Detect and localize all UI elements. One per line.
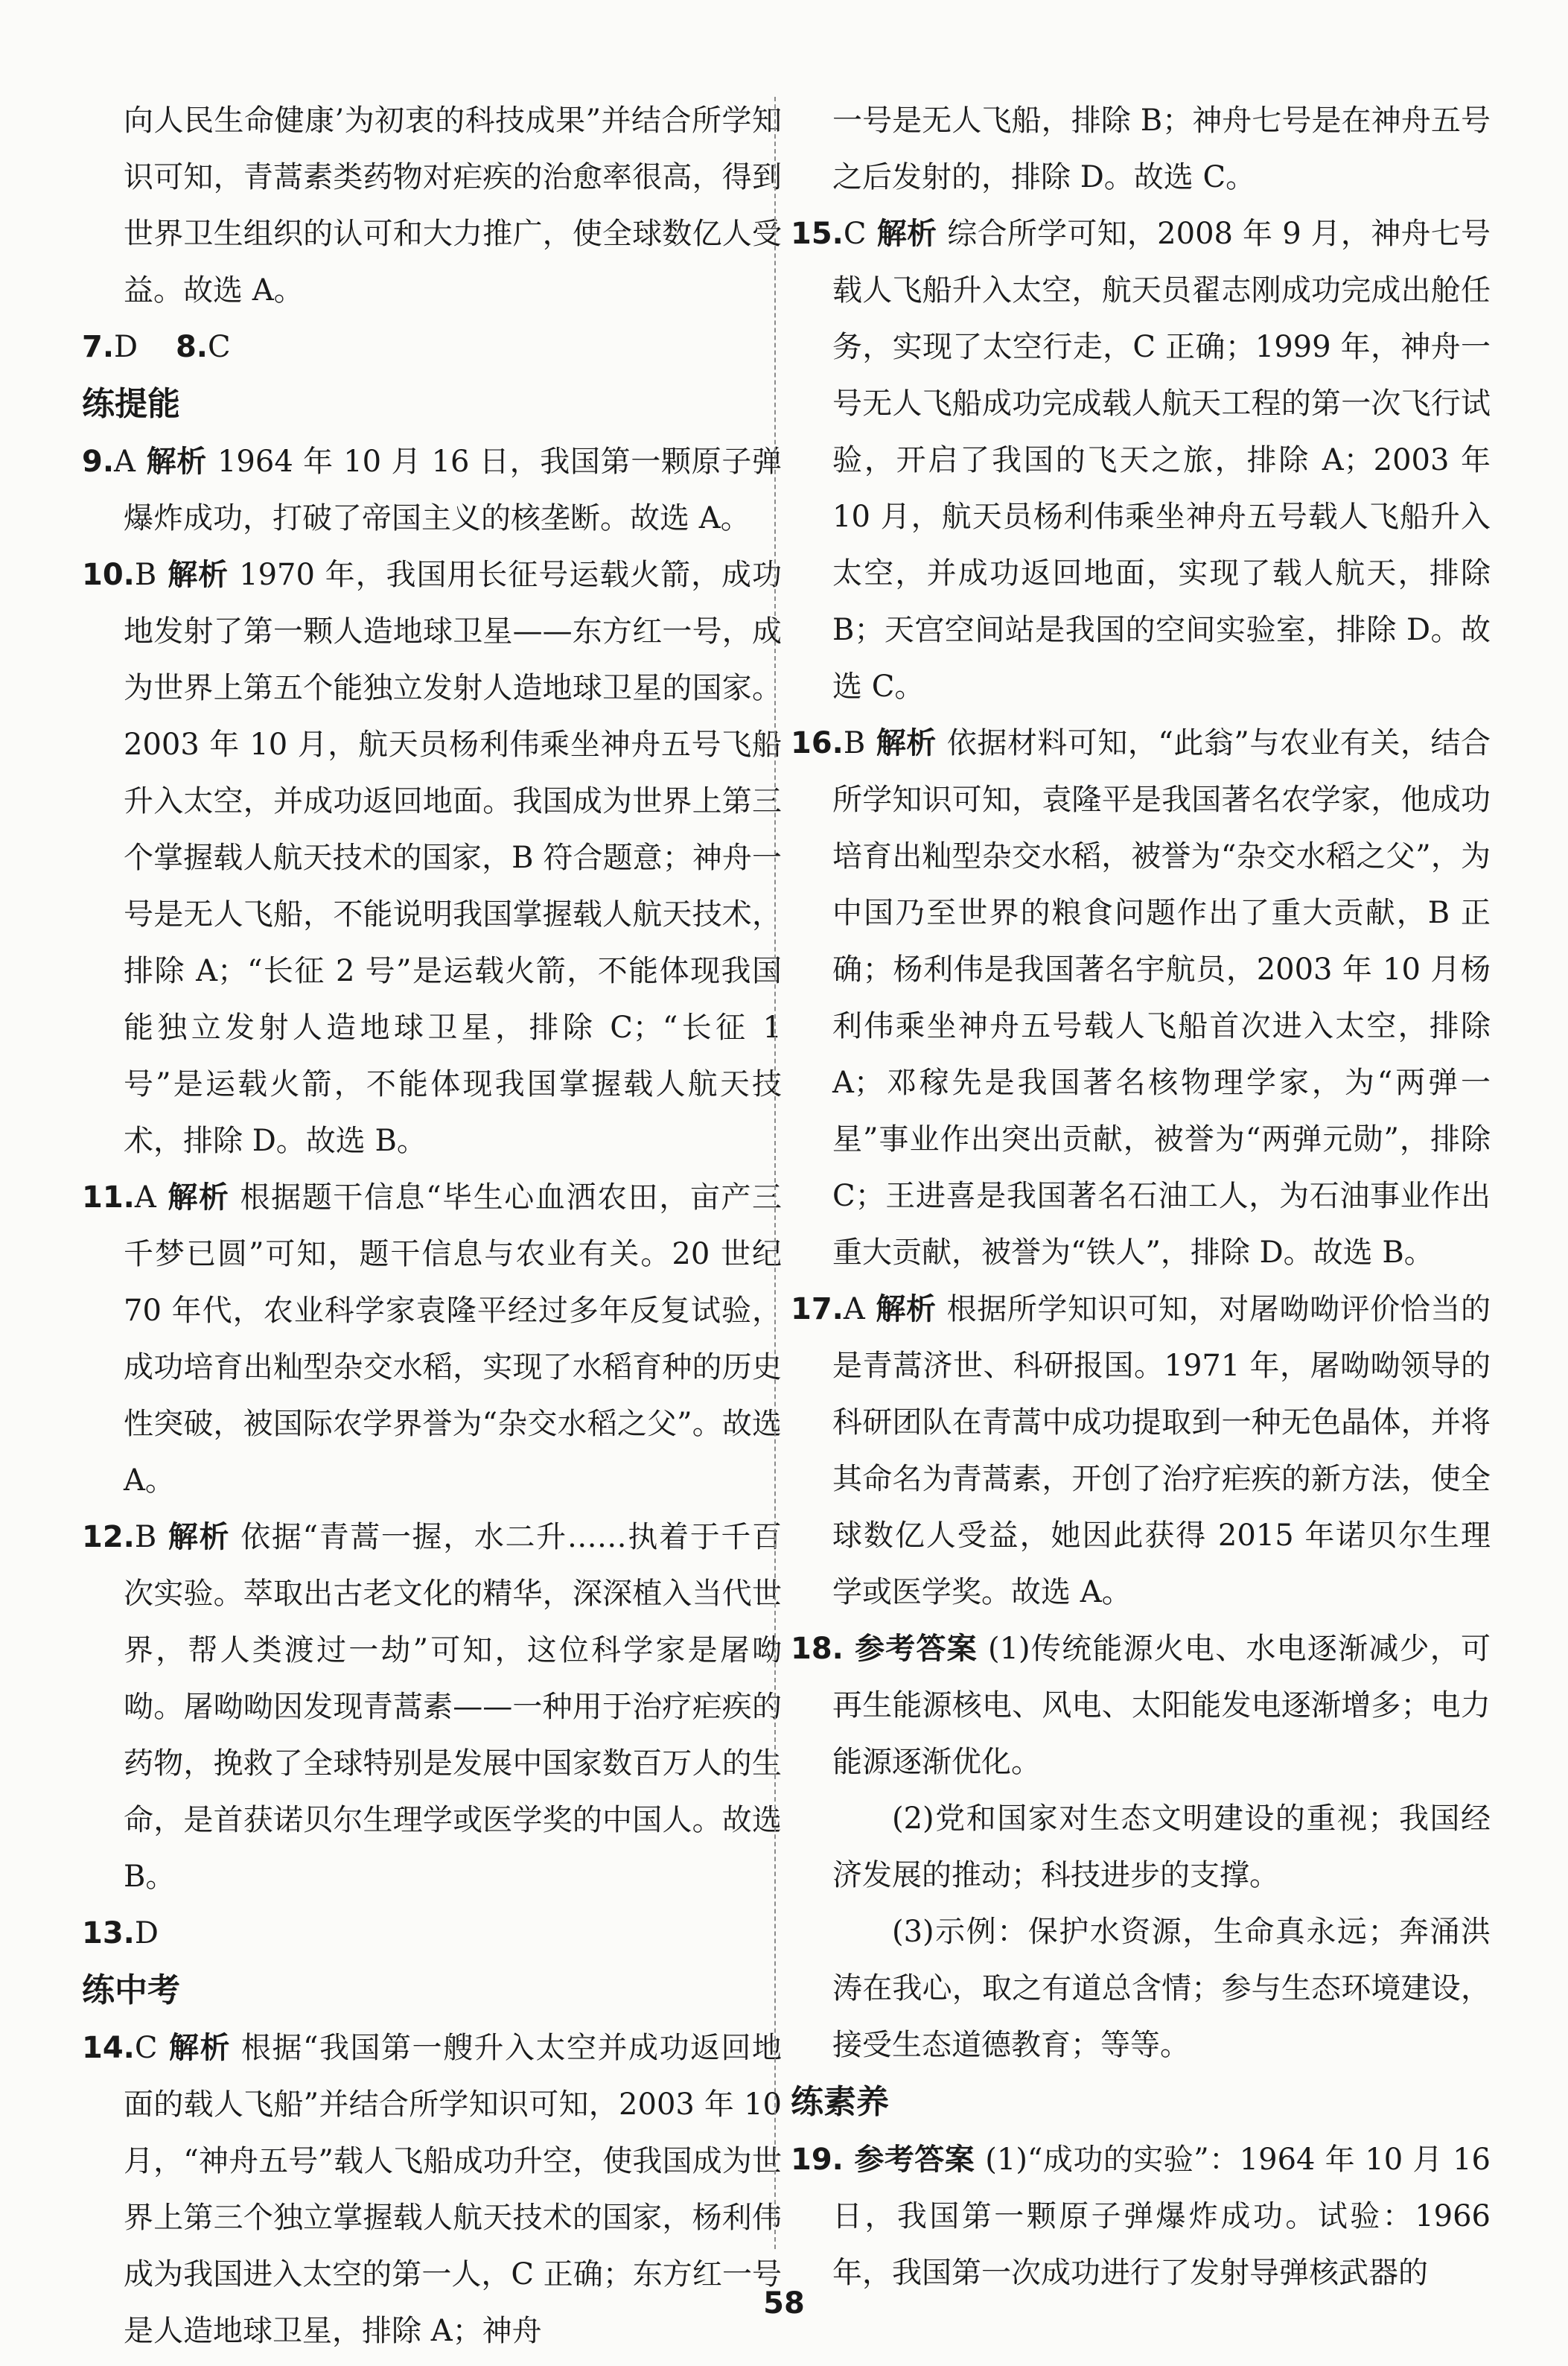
q18-answer-part2: (2)党和国家对生态文明建设的重视；我国经济发展的推动；科技进步的支撑。 (832, 1801, 1491, 1892)
q18-answer-part1: 18. 参考答案 (1)传统能源火电、水电逐渐减少，可再生能源核电、风电、太阳能发电逐渐增多；电力能源逐渐优化。 (791, 1632, 1491, 1779)
q17-answer: 17.A 解析 根据所学知识可知，对屠呦呦评价恰当的是青蒿济世、科研报国。1971 年，屠呦呦领导的科研团队在青蒿中成功提取到一种无色晶体，并将其命名为青蒿素，开创了治疗疟疾的新方法，使全球数亿人受益，她因此获得 2015 年诺贝尔生理学或医学奖。故选 A。 (791, 1292, 1491, 1609)
section-heading-practice-ability: 练提能 (82, 385, 180, 423)
q6-continuation: 向人民生命健康’为初衷的科技成果”并结合所学知识可知，青蒿素类药物对疟疾的治愈率很高，得到世界卫生组织的认可和大力推广，使全球数亿人受益。故选 A。 (124, 104, 782, 308)
q9-answer: 9.A 解析 1964 年 10 月 16 日，我国第一颗原子弹爆炸成功，打破了帝国主义的核垄断。故选 A。 (82, 445, 783, 535)
section-heading-practice-exam: 练中考 (82, 1971, 180, 2009)
reference-answer-label: 参考答案 (853, 2143, 975, 2177)
analysis-label: 解析 (875, 1292, 937, 1326)
q19-answer: 19. 参考答案 (1)“成功的实验”：1964 年 10 月 16 日，我国第一颗原子弹爆炸成功。试验：1966 年，我国第一次成功进行了发射导弹核武器的 (791, 2143, 1491, 2290)
q11-answer: 11.A 解析 根据题干信息“毕生心血洒农田，亩产三千梦已圆”可知，题干信息与农业有关。20 世纪 70 年代，农业科学家袁隆平经过多年反复试验，成功培育出籼型杂交水稻，实现了水稻育种的历史性突破，被国际农学界誉为“杂交水稻之父”。故选 A。 (82, 1180, 783, 1498)
analysis-label: 解析 (145, 445, 207, 479)
q7-q8-answers: 7.D 8.C (82, 330, 231, 364)
analysis-label: 解析 (876, 726, 937, 760)
analysis-label: 解析 (168, 2031, 231, 2065)
analysis-label: 解析 (166, 1180, 230, 1215)
q13-answer: 13.D (82, 1916, 159, 1950)
q10-answer: 10.B 解析 1970 年，我国用长征号运载火箭，成功地发射了第一颗人造地球卫星——东方红一号，成为世界上第五个能独立发射人造地球卫星的国家。2003 年 10 月，航天员杨利伟乘坐神舟五号飞船升入太空，并成功返回地面。我国成为世界上第三个掌握载人航天技术的国家，B 符合题意；神舟一号是无人飞船，不能说明我国掌握载人航天技术，排除 A；“长征 2 号”是运载火箭，不能体现我国能独立发射人造地球卫星，排除 C；“长征 1 号”是运载火箭，不能体现我国掌握载人航天技术，排除 D。故选 B。 (82, 558, 783, 1158)
section-heading-practice-literacy: 练素养 (791, 2083, 889, 2121)
page-number: 58 (763, 2286, 805, 2321)
left-column (82, 92, 782, 2359)
reference-answer-label: 参考答案 (853, 1632, 978, 1666)
q14-answer: 14.C 解析 根据“我国第一艘升入太空并成功返回地面的载人飞船”并结合所学知识可知，2003 年 10 月，“神舟五号”载人飞船成功升空，使我国成为世界上第三个独立掌握载人航天技术的国家，杨利伟成为我国进入太空的第一人，C 正确；东方红一号是人造地球卫星，排除 A；神舟 (82, 2031, 782, 2348)
right-column (791, 92, 1491, 2301)
analysis-label: 解析 (876, 217, 937, 251)
q14-continuation: 一号是无人飞船，排除 B；神舟七号是在神舟五号之后发射的，排除 D。故选 C。 (832, 104, 1491, 194)
q15-answer: 15.C 解析 综合所学可知，2008 年 9 月，神舟七号载人飞船升入太空，航天员翟志刚成功完成出舱任务，实现了太空行走，C 正确；1999 年，神舟一号无人飞船成功完成载人航天工程的第一次飞行试验，开启了我国的飞天之旅，排除 A；2003 年 10 月，航天员杨利伟乘坐神舟五号载人飞船升入太空，并成功返回地面，实现了载人航天，排除 B；天宫空间站是我国的空间实验室，排除 D。故选 C。 (791, 217, 1491, 704)
analysis-label: 解析 (167, 1520, 231, 1554)
q16-answer: 16.B 解析 依据材料可知，“此翁”与农业有关，结合所学知识可知，袁隆平是我国著名农学家，他成功培育出籼型杂交水稻，被誉为“杂交水稻之父”，为中国乃至世界的粮食问题作出了重大贡献，B 正确；杨利伟是我国著名宇航员，2003 年 10 月杨利伟乘坐神舟五号载人飞船首次进入太空，排除 A；邓稼先是我国著名核物理学家，为“两弹一星”事业作出突出贡献，被誉为“两弹元勋”，排除 C；王进喜是我国著名石油工人，为石油事业作出重大贡献，被誉为“铁人”，排除 D。故选 B。 (791, 726, 1491, 1270)
analysis-label: 解析 (167, 558, 229, 592)
column-divider (774, 97, 776, 2249)
q12-answer: 12.B 解析 依据“青蒿一握，水二升……执着于千百次实验。萃取出古老文化的精华，深深植入当代世界，帮人类渡过一劫”可知，这位科学家是屠呦呦。屠呦呦因发现青蒿素——一种用于治疗疟疾的药物，挽救了全球特别是发展中国家数百万人的生命，是首获诺贝尔生理学或医学奖的中国人。故选 B。 (82, 1520, 783, 1894)
q18-answer-part3: (3)示例：保护水资源，生命真永远；奔涌洪涛在我心，取之有道总含情；参与生态环境建设，接受生态道德教育；等等。 (832, 1915, 1491, 2062)
